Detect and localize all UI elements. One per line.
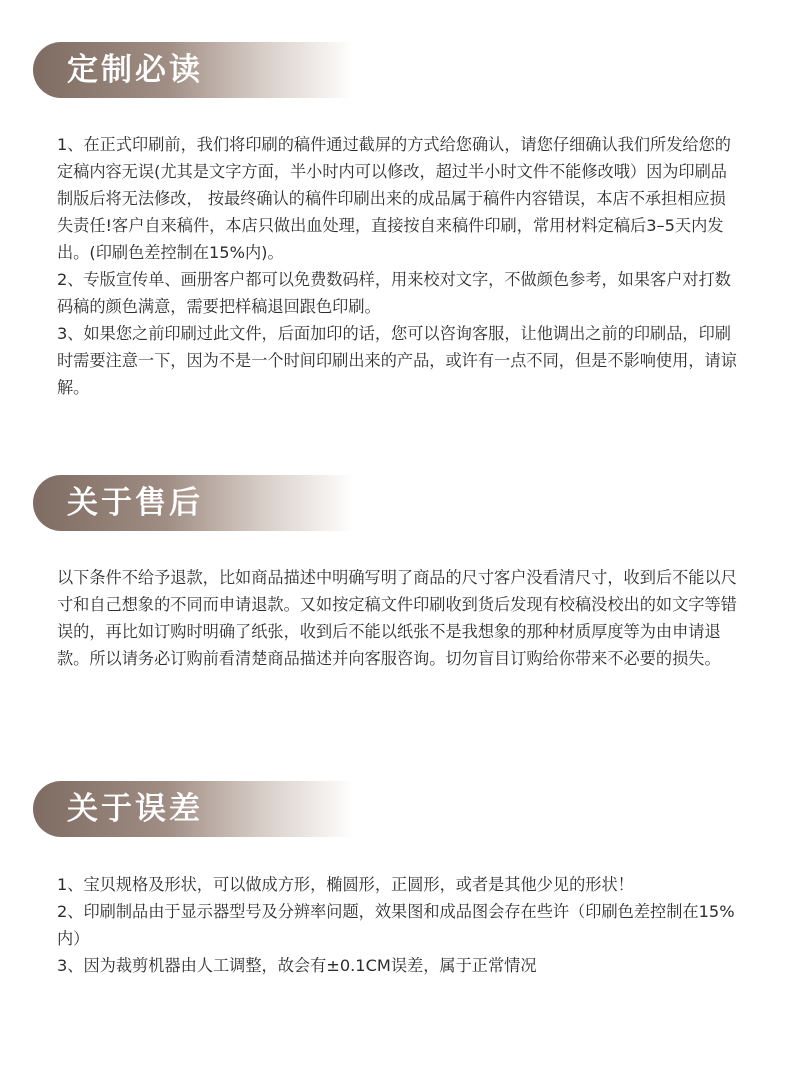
section-banner-tolerance xyxy=(33,781,353,837)
tolerance-item-1: 1、宝贝规格及形状，可以做成方形，椭圆形，正圆形，或者是其他少见的形状！ xyxy=(57,875,634,894)
custom-notice-item-2: 2、专版宣传单、画册客户都可以免费数码样，用来校对文字，不做颜色参考，如果客户对打数码稿的颜色满意，需要把样稿退回跟色印刷。 xyxy=(57,270,731,316)
section-body-tolerance xyxy=(57,871,737,979)
section-title-custom-notice: 定制必读 xyxy=(67,52,203,88)
section-title-tolerance: 关于误差 xyxy=(67,791,203,827)
tolerance-item-2: 2、印刷制品由于显示器型号及分辨率问题，效果图和成品图会存在些许（印刷色差控制在15%内） xyxy=(57,902,735,948)
section-body-after-sales xyxy=(57,564,737,672)
custom-notice-item-3: 3、如果您之前印刷过此文件，后面加印的话，您可以咨询客服，让他调出之前的印刷品，印刷时需要注意一下，因为不是一个时间印刷出来的产品，或许有一点不同，但是不影响使用，请谅解。 xyxy=(57,324,737,397)
section-body-custom-notice xyxy=(57,131,737,401)
after-sales-paragraph: 以下条件不给予退款，比如商品描述中明确写明了商品的尺寸客户没看清尺寸，收到后不能以尺寸和自己想象的不同而申请退款。又如按定稿文件印刷收到货后发现有校稿没校出的如文字等错误的，再比如订购时明确了纸张，收到后不能以纸张不是我想象的那种材质厚度等为由申请退款。所以请务必订购前看清楚商品描述并向客服咨询。切勿盲目订购给你带来不必要的损失。 xyxy=(57,568,737,668)
section-title-after-sales: 关于售后 xyxy=(67,485,203,521)
section-banner-custom-notice xyxy=(33,42,353,98)
tolerance-item-3: 3、因为裁剪机器由人工调整，故会有±0.1CM误差，属于正常情况 xyxy=(57,956,537,975)
section-banner-after-sales xyxy=(33,475,353,531)
custom-notice-item-1: 1、在正式印刷前，我们将印刷的稿件通过截屏的方式给您确认，请您仔细确认我们所发给您的定稿内容无误(尤其是文字方面，半小时内可以修改，超过半小时文件不能修改哦）因为印刷品制版后将无法修改， 按最终确认的稿件印刷出来的成品属于稿件内容错误，本店不承担相应损失责任!客户自来稿件，本店只做出血处理，直接按自来稿件印刷，常用材料定稿后3–5天内发出。(印刷色差控制在15%内)。 xyxy=(57,135,731,262)
